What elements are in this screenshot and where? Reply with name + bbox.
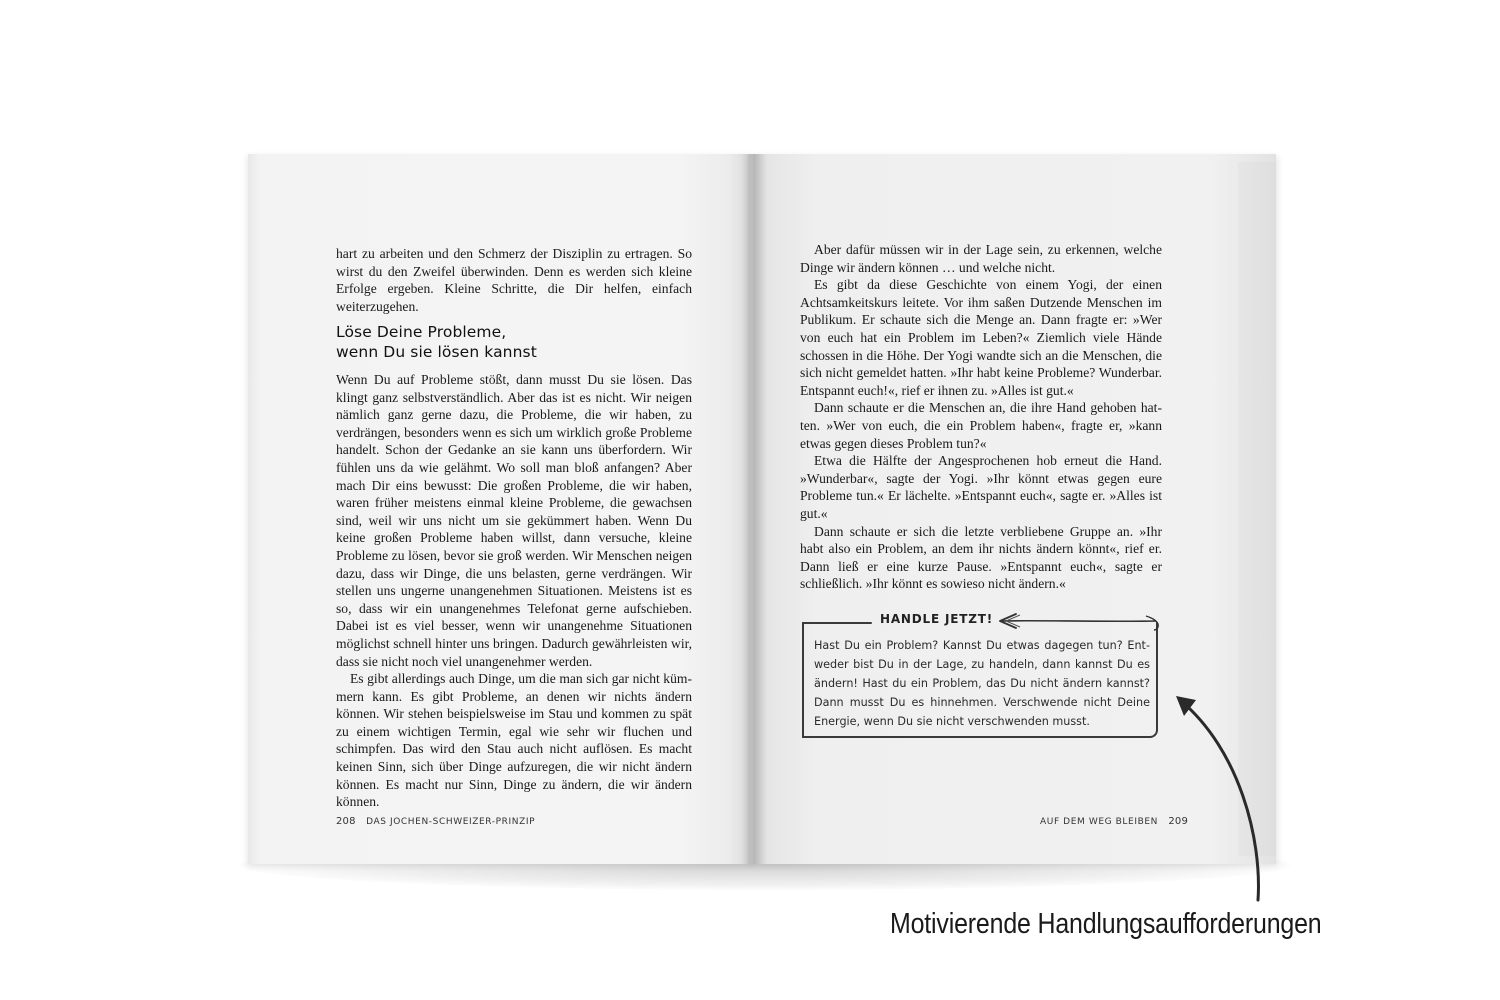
left-body <box>336 371 692 811</box>
right-body <box>800 241 1162 593</box>
running-title: AUF DEM WEG BLEIBEN <box>1040 817 1158 827</box>
arrow-left-icon <box>996 610 1162 632</box>
right-footer <box>1040 816 1188 827</box>
book-gutter <box>740 154 766 864</box>
left-top-paragraph <box>336 245 692 315</box>
heading-line: Löse Deine Probleme, <box>336 323 507 341</box>
paragraph: Wenn Du auf Probleme stößt, dann musst Du sie lösen. Das klingt ganz selbstverständlich. Aber das ist es nicht. Wir neigen nämlich ganz gerne dazu, die Probleme, die wir haben, zu verdrängen, besonders wenn es sich um wirklich große Probleme handelt. Schon der Gedanke an sie kann uns überfordern. Wir fühlen uns da wie gelähmt. Wo soll man bloß anfangen? Aber mach Dir eins bewusst: Die großen Probleme, die wir haben, waren früher meistens einmal kleine Probleme, die gewachsen sind, weil wir uns nicht um sie gekümmert haben. Wenn Du keine großen Probleme haben willst, dann versuche, kleine Probleme zu lösen, bevor sie groß werden. Wir Menschen neigen dazu, dass wir Dinge, die uns belasten, gerne verdrängen. Wir stellen uns ungerne unangenehmen Situationen. Meistens ist es so, dass wir ein unangenehmes Telefonat gerne aufschieben. Dabei ist es viel besser, wenn wir unangenehme Situationen möglichst schnell hinter uns bringen. Dadurch gewährleisten wir, dass sie nicht noch viel unangenehmer werden. <box>336 372 692 669</box>
running-title: DAS JOCHEN-SCHWEIZER-PRINZIP <box>366 817 536 827</box>
paragraph: Aber dafür müssen wir in der Lage sein, zu erkennen, welche Dinge wir ändern können … und welche nicht. <box>800 242 1162 275</box>
paragraph: Es gibt allerdings auch Dinge, um die man sich gar nicht kümmern kann. Es gibt Probleme, an denen wir nichts ändern können. Wir stehen beispielsweise im Stau und kommen zu spät zu einem wichtigen Termin, egal wie sehr wir fluchen und schimpfen. Das wird den Stau auch nicht auflösen. Es macht keinen Sinn, sich über Dinge aufzuregen, die wir nicht ändern können. Es macht nur Sinn, Dinge zu ändern, die wir ändern können. <box>336 671 692 810</box>
curved-arrow-icon <box>1170 690 1270 910</box>
paragraph: Es gibt da diese Geschichte von einem Yogi, der einen Achtsamkeitskurs leitete. Vor ihm saßen Dutzende Menschen im Publikum. Er schaute sich die Menge an. Dann fragte er: »Wer von euch hat ein Problem im Leben?« Ziemlich viele Hände schossen in die Höhe. Der Yogi wandte sich an die Menschen, die sich nicht gemeldet hatten. »Ihr habt keine Probleme? Wunderbar. Entspannt euch!«, rief er ihnen zu. »Alles ist gut.« <box>800 277 1162 398</box>
left-footer <box>336 816 535 827</box>
paragraph: Dann schaute er die Menschen an, die ihre Hand gehoben hatten. »Wer von euch, die ein Problem haben«, fragte er, »kann etwas gegen dieses Problem tun?« <box>800 400 1162 451</box>
page-number: 209 <box>1168 816 1189 827</box>
page-number: 208 <box>336 816 356 827</box>
caption: Motivierende Handlungsaufforderungen <box>890 908 1322 940</box>
paragraph: hart zu arbeiten und den Schmerz der Disziplin zu ertragen. So wirst du den Zweifel überwinden. Denn es werden sich kleine Erfolge ergeben. Kleine Schritte, die Dir helfen, einfach weiterzugehen. <box>336 246 692 314</box>
paragraph: Etwa die Hälfte der Angesprochenen hob erneut die Hand. »Wunderbar«, sagte der Yogi. »Ihr könnt etwas gegen eure Probleme tun.« Er lächelte. »Entspannt euch«, sagte er. »Alles ist gut.« <box>800 453 1162 521</box>
heading-line: wenn Du sie lösen kannst <box>336 343 537 361</box>
box-top-line <box>802 622 872 624</box>
action-box-title: HANDLE JETZT! <box>880 612 993 626</box>
action-box-text: Hast Du ein Problem? Kannst Du etwas dagegen tun? Entweder bist Du in der Lage, zu handeln, dann kannst Du es ändern! Hast du ein Problem, das Du nicht ändern kannst? Dann musst Du es hinnehmen. Verschwende nicht Deine Energie, wenn Du sie nicht verschwenden musst. <box>814 639 1150 728</box>
paragraph: Dann schaute er sich die letzte verbliebene Gruppe an. »Ihr habt also ein Problem, an dem ihr nichts ändern könnt«, rief er. Dann ließ er eine kurze Pause. »Entspannt euch«, sagte er schließlich. »Ihr könnt es sowieso nicht ändern.« <box>800 523 1162 592</box>
section-heading <box>336 322 696 362</box>
